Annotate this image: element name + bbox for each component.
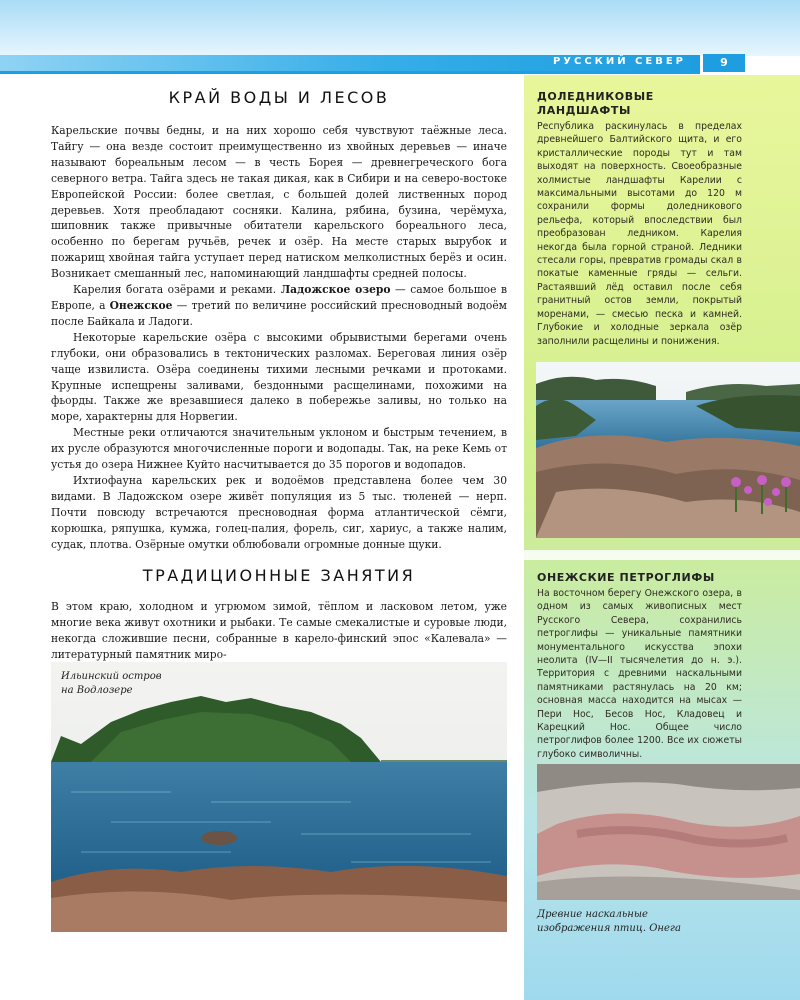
paragraph-deep-lakes: Некоторые карельские озёра с высокими обрывистыми берегами очень глубоки, они образовались в тектонических разломах. Береговая линия озёр чаще извилиста. Озёра соединены тихими лесными речками и протоками. Крупные испещрены заливами, бездонными расщелинами, похожими на фьорды. Также же врезавшиеся далеко в побережье заливы, но только на море, характерны для Норвегии.	[51, 330, 507, 424]
island-caption-line-2: на Водлозере	[61, 685, 133, 696]
lake-rocks-photo	[536, 362, 800, 538]
island-caption-line-1: Ильинский остров	[61, 671, 162, 682]
petroglyph-photo	[537, 764, 800, 900]
header-underline	[0, 71, 700, 74]
sidebar-heading-1a: ДОЛЕДНИКОВЫЕ	[537, 90, 654, 103]
petroglyph-caption-line-2: изображения птиц. Онега	[537, 923, 681, 934]
petroglyph-caption	[537, 908, 737, 936]
sidebar-box-petroglyphs	[537, 571, 742, 761]
paragraph-traditional: В этом краю, холодном и угрюмом зимой, тёплом и ласковом летом, уже многие века живут охотники и рыбаки. Те самые смекалистые и суровые люди, некогда сложившие песни, собранные в карело-финский эпос «Калевала» — литературный памятник миро-	[51, 600, 507, 662]
section-title: РУССКИЙ СЕВЕР	[552, 56, 686, 67]
island-caption	[61, 670, 162, 698]
page-number: 9	[703, 54, 745, 72]
paragraph-lakes: Карелия богата озёрами и реками. Ладожское озеро — самое большое в Европе, а Онежское — третий по величине российский пресноводный водоём после Байкала и Ладоги.	[51, 283, 507, 328]
paragraph-rivers: Местные реки отличаются значительным уклоном и быстрым течением, в их русле образуются многочисленные пороги и водопады. Так, на реке Кемь от устья до озера Нижнее Куйто насчитывается до 35 порогов и водопадов.	[51, 426, 507, 472]
paragraph-taiga: Карельские почвы бедны, и на них хорошо себя чувствуют таёжные леса. Тайгу — она везде состоит преимущественно из хвойных деревьев — иначе называют бореальным лесом — в честь Борея — древнегреческого бога северного ветра. Тайга здесь не такая дикая, как в Сибири и на северо-востоке Европейской России: более светлая, с большей долей лиственных пород деревьев. Хотя преобладают сосняки. Калина, рябина, бузина, черёмуха, шиповник также привычные обитатели карельского бореального леса, особенно по берегам ручьёв, речек и озёр. На месте старых вырубок и пожарищ хвойная тайга уступает перед натиском мелколистных берёз и осин. Возникает смешанный лес, напоминающий ландшафты средней полосы.	[51, 124, 507, 281]
section-heading-water-forests: КРАЙ ВОДЫ И ЛЕСОВ	[168, 88, 390, 107]
sidebar-heading-2: ОНЕЖСКИЕ ПЕТРОГЛИФЫ	[537, 571, 715, 584]
sidebar-divider	[524, 550, 800, 560]
island-illustration	[51, 662, 507, 932]
section-heading-traditional: ТРАДИЦИОННЫЕ ЗАНЯТИЯ	[142, 566, 416, 586]
sidebar-text-petroglyphs: На восточном берегу Онежского озера, в одном из самых живописных мест Русского Севера, сохранились петроглифы — уникальные памятники монументального искусства эпохи неолита (IV—II тысячелетия до н. э.). Территория с древними наскальными памятниками растянулась на 20 км; основная масса находится на мысах — Пери Нос, Бесов Нос, Кладовец и Карецкий Нос. Общее число петроглифов более 1200. Все их сюжеты глубоко символичны.	[537, 588, 742, 760]
main-column	[51, 88, 507, 663]
sidebar-box-preglacial	[537, 90, 742, 348]
paragraph-fish: Ихтиофауна карельских рек и водоёмов представлена более чем 30 видами. В Ладожском озере живёт популяция из 5 тыс. тюленей — нерп. Почти повсюду встречаются пресноводная форма атлантической сёмги, корюшка, ряпушка, кумжа, голец-палия, форель, сиг, хариус, а также налим, судак, плотва. Озёрные омутки облюбовали огромные донные щуки.	[51, 473, 507, 551]
sidebar-heading-1b: ЛАНДШАФТЫ	[537, 104, 631, 117]
island-photo	[51, 662, 507, 932]
top-color-band	[0, 0, 800, 56]
sidebar-text-preglacial: Республика раскинулась в пределах древнейшего Балтийского щита, и его кристаллические породы тут и там выходят на поверхность. Своеобразные холмистые ландшафты Карелии с максимальными высотами до 120 м сохранили формы доледникового рельефа, который впоследствии был преобразован ледником. Карелия некогда была горной страной. Ледники стесали горы, превратив громады скал в покатые каменные гряды — сельги. Растаявший лёд оставил после себя гранитный остов земли, покрытый моренами, — смесью песка и камней. Глубокие и холодные зеркала озёр заполнили расщелины и понижения.	[537, 121, 742, 347]
petroglyph-illustration	[537, 764, 800, 900]
petroglyph-caption-line-1: Древние наскальные	[537, 909, 648, 920]
lake-rocks-illustration	[536, 362, 800, 538]
header-strip	[0, 55, 700, 71]
